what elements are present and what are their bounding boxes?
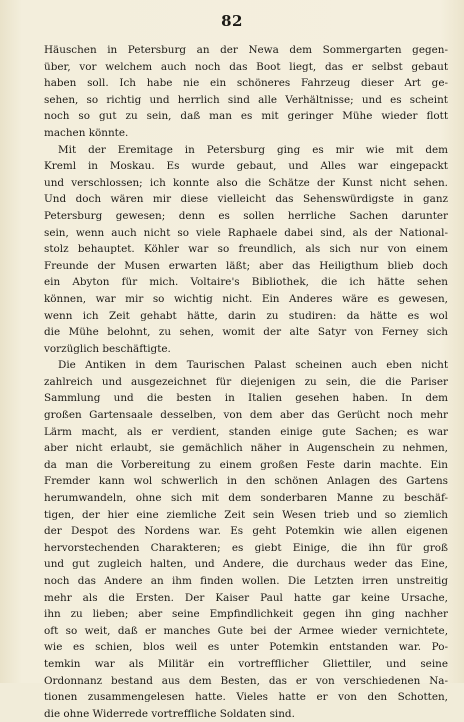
text-line: sein, wenn auch nicht so viele Raphaele dabei sind, als der National- [44,226,448,239]
paragraph [44,42,448,142]
text-line: die Mühe belohnt, zu sehen, womit der alte Satyr von Ferney sich [44,326,448,339]
text-line: mehr als die Ersten. Der Kaiser Paul hatte gar keine Ursache, [44,591,448,604]
text-line: sehen, so richtig und herrlich sind alle Verhältnisse; und es scheint [44,93,448,106]
text-line: haben soll. Ich habe nie ein schöneres Fahrzeug dieser Art ge- [44,77,448,90]
text-line: oft so weit, daß er manches Gute bei der Armee wieder vernichtete, [44,624,448,637]
text-line: großen Gartensaale desselben, von dem aber das Gerücht noch mehr [44,409,448,422]
paragraph-container [44,42,448,722]
text-line: da man die Vorbereitung zu einem großen Feste darin machte. Ein [44,458,448,471]
text-line: Kreml in Moskau. Es wurde gebaut, und Alles war eingepackt [44,160,448,173]
body-text [44,42,448,722]
text-line: wenn ich Zeit gehabt hätte, darin zu studiren: da hätte es wol [44,309,448,322]
text-line: stolz behauptet. Köhler war so freundlich, als sich nur von einem [44,243,448,256]
text-line: Sammlung und die besten in Italien gesehen haben. In dem [44,392,448,405]
text-line: ein Abyton für mich. Voltaire's Bibliothek, die ich hätte sehen [44,276,448,289]
text-line: die ohne Widerrede vortreffliche Soldaten sind. [44,707,295,720]
text-line: hervorstechenden Charakteren; es giebt Einige, die ihn für groß [44,541,448,554]
text-line: tigen, der hier eine ziemliche Zeit sein Wesen trieb und so ziemlich [44,508,448,521]
text-line: aber nicht erlaubt, sie gemächlich näher in Augenschein zu nehmen, [44,442,448,455]
text-line: noch das Andere an ihm finden wollen. Die Letzten irren unstreitig [44,575,448,587]
paragraph [44,357,448,722]
text-line: der Despot des Nordens war. Es geht Potemkin wie allen eigenen [44,525,448,538]
text-line: ihn zu lieben; aber seine Empfindlichkeit gegen ihn ging nachher [44,608,448,621]
text-line: herumwandeln, ohne sich mit dem sonderbaren Manne zu beschäf- [44,492,448,505]
text-line: Freunde der Musen erwarten läßt; aber das Heiligthum blieb doch [44,259,448,272]
text-line: zahlreich und ausgezeichnet für diejenigen zu sein, die die Pariser [44,375,448,388]
text-line: Mit der Eremitage in Petersburg ging es mir wie mit dem [58,143,448,156]
page-number: 82 [221,12,243,30]
text-line: können, war mir so wichtig nicht. Ein Anderes wäre es gewesen, [44,292,448,305]
text-line: Fremder kann wol schwerlich in den schönen Anlagen des Gartens [44,475,448,488]
text-line: Ordonnanz bestand aus dem Besten, das er von verschiedenen Na- [44,674,448,687]
text-line: temkin war als Militär ein vortrefflicher Gliettiler, und seine [44,657,448,670]
paragraph [44,142,448,358]
text-line: tionen zusammengelesen hatte. Vieles hatte er von den Schotten, [44,691,448,704]
text-line: über, vor welchem auch noch das Boot liegt, das er selbst gebaut [44,60,448,73]
text-line: wie es schien, blos weil es unter Potemkin entstanden war. Po- [44,641,448,654]
text-line: noch so gut zu sein, daß man es mit geringer Mühe wieder flott [44,110,448,123]
text-line: Lärm macht, als er verdient, standen einige gute Sachen; es war [44,425,448,438]
text-line: Häuschen in Petersburg an der Newa dem Sommergarten gegen- [44,44,448,56]
text-line: Die Antiken in dem Taurischen Palast scheinen auch eben nicht [58,359,448,372]
text-line: machen könnte. [44,126,129,139]
text-line: Petersburg gewesen; denn es sollen herrliche Sachen darunter [44,209,448,222]
text-line: und verschlossen; ich konnte also die Schätze der Kunst nicht sehen. [44,176,448,189]
text-line: und gut zugleich halten, und Andere, die durchaus weder das Eine, [44,558,448,571]
text-line: Und doch wären mir diese vielleicht das Sehenswürdigste in ganz [44,193,448,206]
text-line: vorzüglich beschäftigte. [44,342,171,355]
